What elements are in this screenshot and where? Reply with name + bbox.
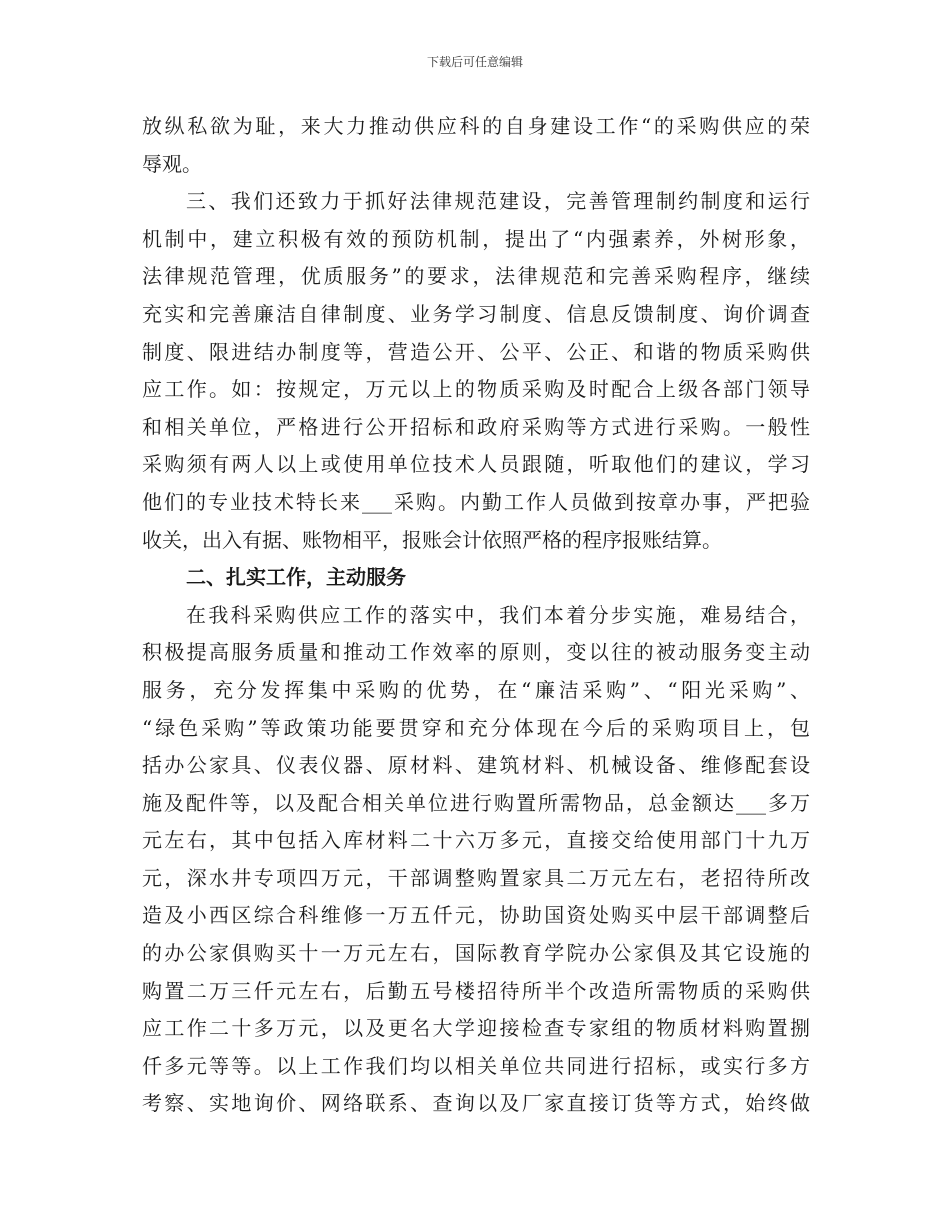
text-line: 机制中，建立积极有效的预防机制，提出了“内强素养，外树形象，: [142, 226, 810, 251]
text-line: 辱观。: [142, 151, 202, 176]
text-line: 考察、实地询价、网络联系、查询以及厂家直接订货等方式，始终做: [142, 1091, 810, 1116]
text-line: 应工作二十多万元，以及更名大学迎接检查专家组的物质材料购置捌: [142, 1016, 810, 1041]
text-line: 购置二万三仟元左右，后勤五号楼招待所半个改造所需物质的采购供: [142, 978, 810, 1003]
text-line: 制度、限进结办制度等，营造公开、公平、公正、和谐的物质采购供: [142, 339, 810, 364]
text-line: 元，深水井专项四万元，干部调整购置家具二万元左右，老招待所改: [142, 865, 810, 890]
text-line: 元左右，其中包括入库材料二十六万多元，直接交给使用部门十九万: [142, 828, 810, 853]
text-line: “绿色采购”等政策功能要贯穿和充分体现在今后的采购项目上，包: [142, 715, 810, 740]
text-line: 积极提高服务质量和推动工作效率的原则，变以往的被动服务变主动: [142, 640, 810, 665]
text-line: 的办公家俱购买十一万元左右，国际教育学院办公家俱及其它设施的: [142, 941, 810, 966]
text-line: 法律规范管理，优质服务”的要求，法律规范和完善采购程序，继续: [142, 264, 810, 289]
text-line: 三、我们还致力于抓好法律规范建设，完善管理制约制度和运行: [186, 189, 810, 214]
text-line: 他们的专业技术特长来___采购。内勤工作人员做到按章办事，严把验: [142, 489, 810, 514]
text-line: 服务，充分发挥集中采购的优势，在“廉洁采购”、“阳光采购”、: [142, 677, 810, 702]
text-line: 收关，出入有据、账物相平，报账会计依照严格的程序报账结算。: [142, 527, 722, 552]
document-body: [142, 108, 810, 1123]
text-line: 采购须有两人以上或使用单位技术人员跟随，听取他们的建议，学习: [142, 452, 810, 477]
text-line: 放纵私欲为耻，来大力推动供应科的自身建设工作“的采购供应的荣: [142, 114, 810, 138]
text-line: 括办公家具、仪表仪器、原材料、建筑材料、机械设备、维修配套设: [142, 753, 810, 778]
page-header: 下载后可任意编辑: [426, 55, 523, 69]
text-line: 施及配件等，以及配合相关单位进行购置所需物品，总金额达___多万: [142, 790, 810, 815]
text-line: 仟多元等等。以上工作我们均以相关单位共同进行招标，或实行多方: [142, 1053, 810, 1078]
text-line: 造及小西区综合科维修一万五仟元，协助国资处购买中层干部调整后: [142, 903, 810, 928]
text-line: 和相关单位，严格进行公开招标和政府采购等方式进行采购。一般性: [142, 414, 810, 439]
text-line: 应工作。如：按规定，万元以上的物质采购及时配合上级各部门领导: [142, 377, 810, 402]
section-heading: 二、扎实工作，主动服务: [186, 565, 406, 590]
text-line: 充实和完善廉洁自律制度、业务学习制度、信息反馈制度、询价调查: [142, 301, 810, 326]
text-line: 在我科采购供应工作的落实中，我们本着分步实施，难易结合，: [186, 602, 810, 627]
